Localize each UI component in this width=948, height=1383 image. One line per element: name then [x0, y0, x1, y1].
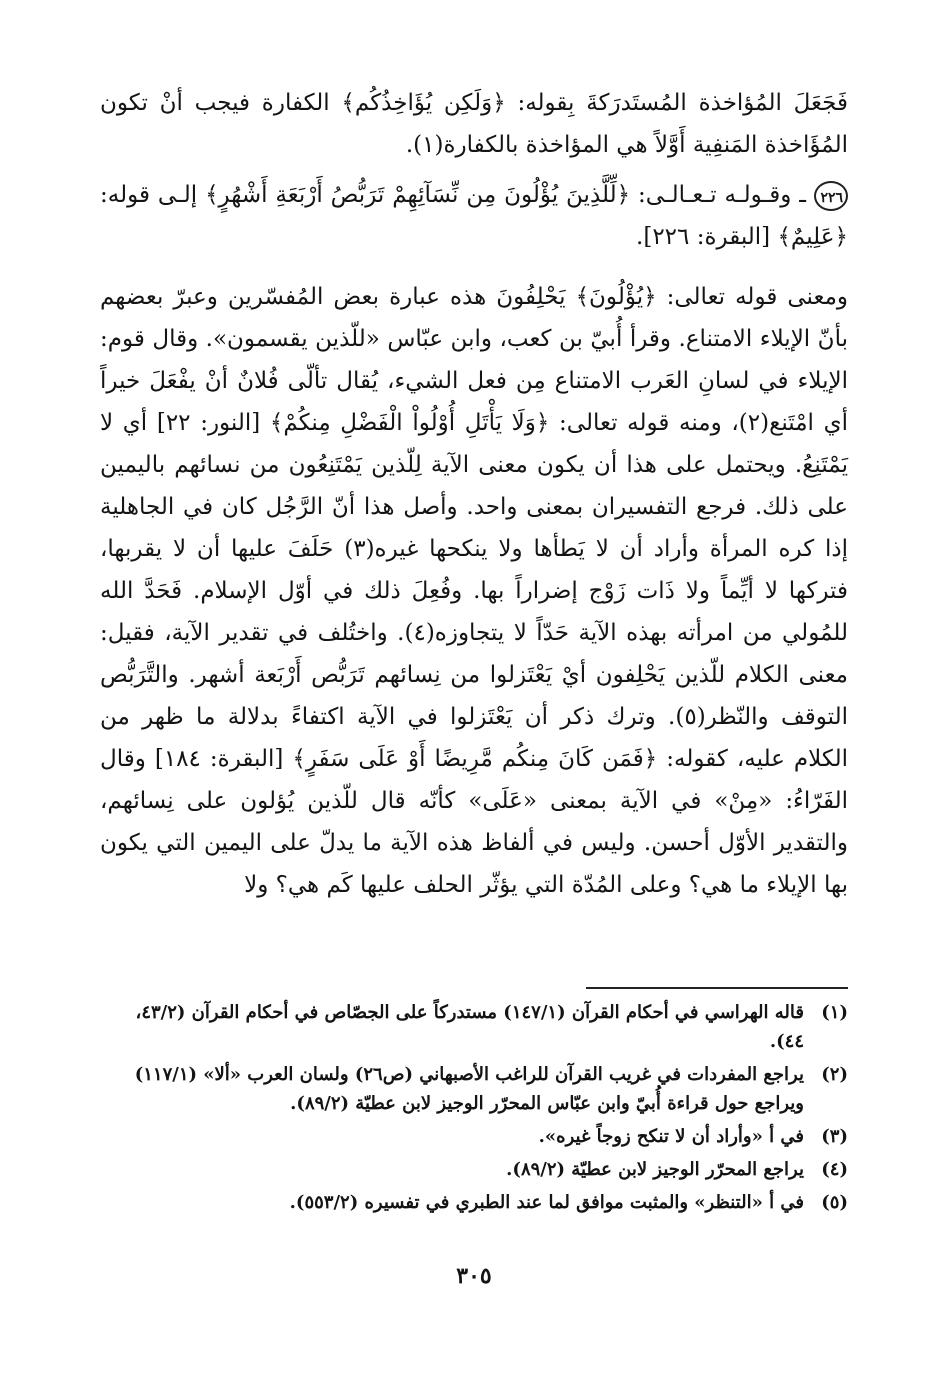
footnote-text: في أ «وأراد أن لا تنكح زوجاً غيره». — [538, 1126, 804, 1147]
footnote-number: (٢) — [821, 1064, 848, 1085]
footnote-3 — [100, 1122, 848, 1151]
paragraph-1: فَجَعَلَ المُؤاخذة المُستَدرَكةَ بِقوله: ﴿وَلَكِن يُؤَاخِذُكُم﴾ الكفارة فيجب أنْ تكون المُؤَاخذة المَنفِية أَوَّلاً هي المؤاخذة بالكفارة(١). — [100, 90, 848, 158]
verse-text: ـ وقـولـه تـعـالـى: ﴿لِّلَّذِينَ يُؤْلُونَ مِن نِّسَآئِهِمْ تَرَبُّصُ أَرْبَعَةِ أَشْهُرٍ﴾ إلـى قوله: ﴿عَلِيمٌ﴾ [البقرة: ٢٢٦]. — [100, 182, 848, 250]
footnote-2 — [100, 1060, 848, 1118]
footnote-number: (٤) — [821, 1159, 848, 1180]
footnote-1 — [100, 998, 848, 1056]
verse-paragraph — [100, 174, 848, 258]
footnote-number: (١) — [821, 1002, 848, 1023]
footnote-text: في أ «التنظر» والمثبت موافق لما عند الطبري في تفسيره (٥٥٣/٢). — [289, 1192, 804, 1213]
footnote-text: قاله الهراسي في أحكام القرآن (١٤٧/١) مستدركاً على الجصّاص في أحكام القرآن (٤٣/٢، ٤٤). — [135, 1002, 804, 1052]
footnote-divider — [586, 987, 848, 989]
footnote-text: يراجع المفردات في غريب القرآن للراغب الأصبهاني (ص٢٦) ولسان العرب «ألا» (١١٧/١) ويراجع حول قراءة أُبيّ وابن عبّاس المحرّر الوجيز لابن عطيّة (٨٩/٢). — [134, 1064, 804, 1114]
footnotes — [100, 998, 848, 1221]
footnote-number: (٥) — [821, 1192, 848, 1213]
footnote-4 — [100, 1155, 848, 1184]
footnote-5 — [100, 1188, 848, 1217]
footnote-text: يراجع المحرّر الوجيز لابن عطيّة (٨٩/٢). — [506, 1159, 804, 1180]
verse-number-badge: ٢٢٦ — [814, 181, 848, 211]
footnote-number: (٣) — [821, 1126, 848, 1147]
main-text — [100, 82, 848, 906]
paragraph-3: ومعنى قوله تعالى: ﴿يُؤْلُونَ﴾ يَحْلِفُونَ هذه عبارة بعض المُفسّرين وعبرّ بعضهم بأنّ الإيلاء الامتناع. وقرأ أُبيّ بن كعب، وابن عبّاس «للّذين يقسمون». وقال قوم: الإيلاء في لسانِ العَرب الامتناع مِن فعل الشيء، يُقال تألّى فُلانٌ أنْ يفْعَلَ خيراً أي امْتَنع(٢)، ومنه قوله تعالى: ﴿وَلَا يَأْتَلِ أُوْلُواْ الْفَضْلِ مِنكُمْ﴾ [النور: ٢٢] أي لا يَمْتَنِعُ. ويحتمل على هذا أن يكون معنى الآية لِلّذين يَمْتَنِعُون من نسائهم باليمين على ذلك. فرجع التفسيران بمعنى واحد. وأصل هذا أنّ الرَّجُل كان في الجاهلية إذا كره المرأة وأراد أن لا يَطأها ولا ينكحها غيره(٣) حَلَفَ عليها أن لا يقربها، فتركها لا أيِّماً ولا ذَات زَوْج إضراراً بها. وفُعِلَ ذلك في أوّل الإسلام. فَحَدَّ الله للمُولي من امرأته بهذه الآية حَدّاً لا يتجاوزه(٤). واختُلف في تقدير الآية، فقيل: معنى الكلام للّذين يَحْلِفون أيْ يَعْتَزلوا من نِسائهم تَرَبُّص أَرْبَعة أشهر. والتَّرَبُّص التوقف والنّظر(٥). وترك ذكر أن يَعْتَزلوا في الآية اكتفاءً بدلالة ما ظهر من الكلام عليه، كقوله: ﴿فَمَن كَانَ مِنكُم مَّرِيضًا أَوْ عَلَى سَفَرٍ﴾ [البقرة: ١٨٤] وقال الفَرّاءُ: «مِنْ» في الآية بمعنى «عَلَى» كأنّه قال للّذين يُؤلون على نِسائهم، والتقدير الأوّل أحسن. وليس في ألفاظ هذه الآية ما يدلّ على اليمين التي يكون بها الإيلاء ما هي؟ وعلى المُدّة التي يؤثّر الحلف عليها كَم هي؟ ولا — [100, 284, 849, 898]
page-number: ٣٠٥ — [456, 1263, 492, 1289]
